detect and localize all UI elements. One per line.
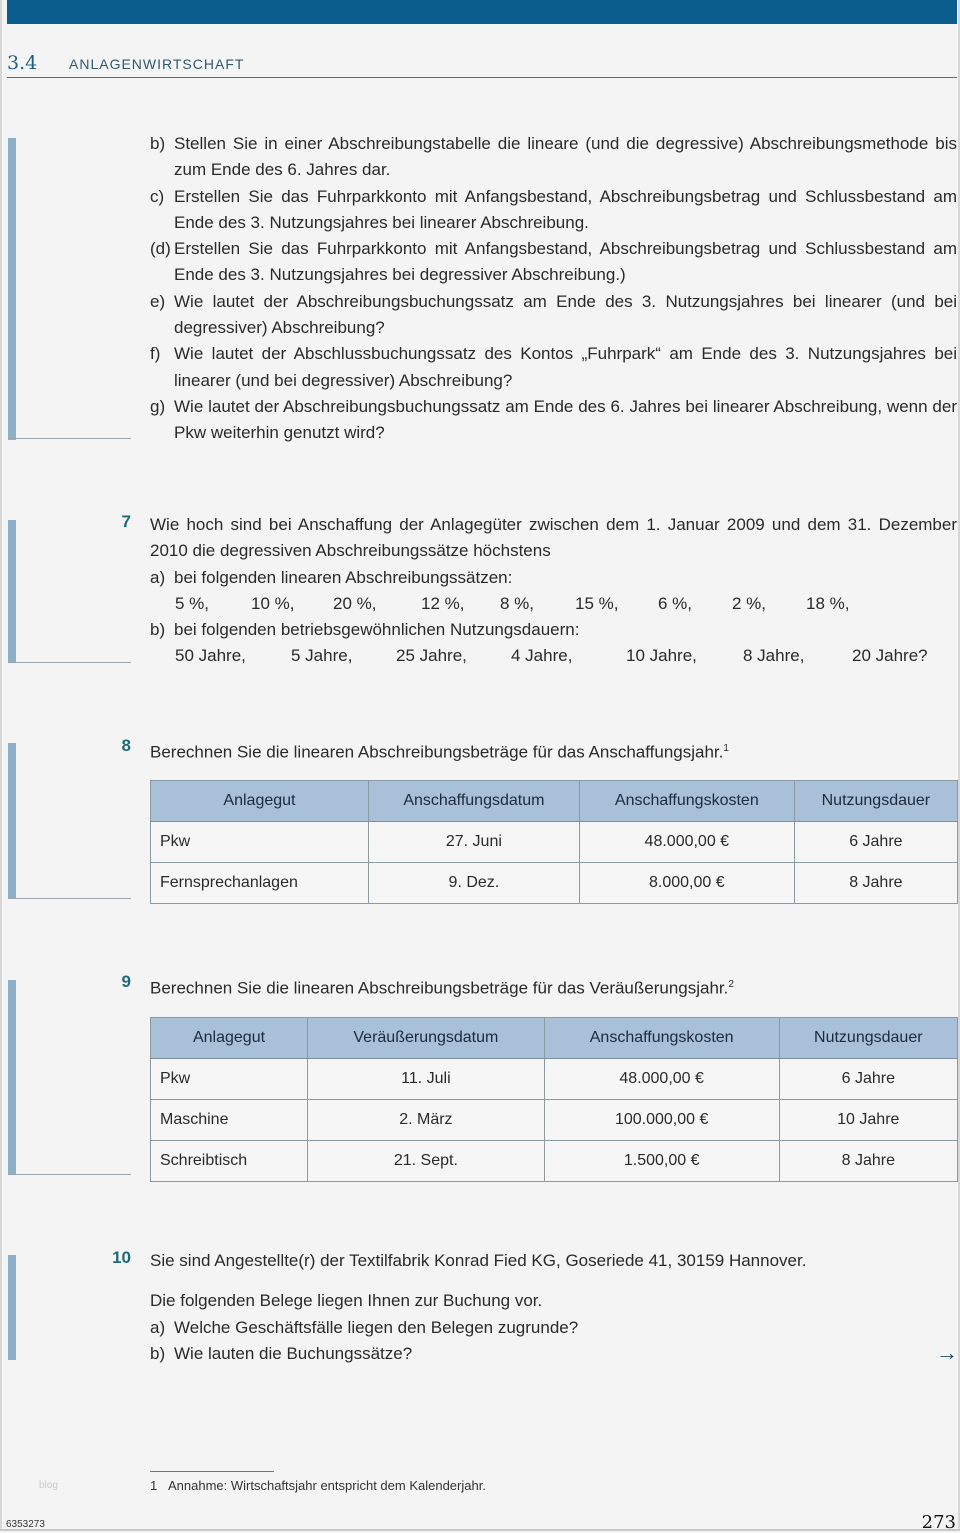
header-band bbox=[7, 0, 957, 24]
exercise-marker-rule bbox=[8, 438, 131, 439]
table-cell: 9. Dez. bbox=[368, 863, 579, 904]
list-item bbox=[150, 289, 957, 342]
table-cell: 8 Jahre bbox=[794, 863, 957, 904]
list-item bbox=[150, 184, 957, 237]
table-row bbox=[151, 1141, 958, 1182]
exercise-marker-bar bbox=[8, 1255, 16, 1360]
rate-value: 18 %, bbox=[806, 593, 850, 613]
exercise-marker-rule bbox=[8, 662, 131, 663]
exercise-marker-bar bbox=[8, 520, 16, 662]
exercise-number: 7 bbox=[121, 512, 131, 531]
exercise-intro: Sie sind Angestellte(r) der Textilfabrik Konrad Fied KG, Goseriede 41, 30159 Hannover. bbox=[150, 1251, 807, 1270]
duration-value: 8 Jahre, bbox=[743, 646, 805, 666]
rate-value: 10 %, bbox=[251, 593, 295, 613]
list-item bbox=[150, 131, 957, 184]
footnote-rule bbox=[150, 1471, 274, 1472]
list-item bbox=[150, 394, 957, 447]
table-cell: 21. Sept. bbox=[308, 1141, 545, 1182]
item-text: Wie lautet der Abschlussbuchungssatz des Kontos „Fuhrpark“ am Ende des 3. Nutzungsjahres bei linearer (und bei degressiver) Abschreibung? bbox=[174, 344, 957, 390]
column-header: Anlagegut bbox=[151, 781, 369, 822]
list-item bbox=[150, 236, 957, 289]
section-title: ANLAGENWIRTSCHAFT bbox=[69, 56, 245, 72]
item-label: b) bbox=[150, 1343, 166, 1363]
header-rule bbox=[7, 77, 957, 78]
column-header: Nutzungsdauer bbox=[794, 781, 957, 822]
exercise-number: 8 bbox=[121, 736, 131, 755]
item-label: g) bbox=[150, 396, 166, 416]
item-text: Erstellen Sie das Fuhrparkkonto mit Anfangsbestand, Abschreibungsbetrag und Schlussbestand am Ende des 3. Nutzungsjahres bei linearer Abschreibung. bbox=[174, 186, 957, 232]
duration-value: 20 Jahre? bbox=[852, 646, 928, 666]
footnote-text: Annahme: Wirtschaftsjahr entspricht dem Kalenderjahr. bbox=[168, 1478, 486, 1493]
item-text: Stellen Sie in einer Abschreibungstabelle die lineare (und die degressive) Abschreibungsmethode bis zum Ende des 6. Jahres dar. bbox=[174, 134, 957, 180]
item-label: a) bbox=[150, 1317, 166, 1337]
item-label: f) bbox=[150, 344, 161, 364]
table-cell: 10 Jahre bbox=[779, 1100, 957, 1141]
exercise-9-text bbox=[150, 972, 957, 1002]
duration-value: 50 Jahre, bbox=[175, 646, 246, 666]
rate-value: 8 %, bbox=[500, 593, 535, 613]
arrow-right-icon: → bbox=[936, 1340, 958, 1365]
rate-value: 2 %, bbox=[732, 593, 767, 613]
list-item bbox=[150, 565, 957, 591]
section-number: 3.4 bbox=[7, 52, 38, 74]
footnote-ref: 2 bbox=[728, 979, 734, 990]
duration-value: 5 Jahre, bbox=[291, 646, 353, 666]
footnote-number: 1 bbox=[150, 1478, 158, 1493]
table-row bbox=[151, 1100, 958, 1141]
rate-value: 20 %, bbox=[333, 593, 377, 613]
table-cell: 1.500,00 € bbox=[544, 1141, 779, 1182]
table-header-row bbox=[151, 1018, 958, 1059]
exercise-marker-bar bbox=[8, 138, 16, 440]
durations-row bbox=[150, 643, 957, 669]
list-item bbox=[150, 1341, 957, 1367]
exercise-8-text bbox=[150, 736, 957, 766]
list-item bbox=[150, 1315, 957, 1341]
page-number: 273 bbox=[921, 1512, 956, 1533]
exercise-lead: Die folgenden Belege liegen Ihnen zur Buchung vor. bbox=[150, 1291, 543, 1311]
rate-value: 12 %, bbox=[421, 593, 465, 613]
item-label: e) bbox=[150, 291, 166, 311]
exercise-10-body bbox=[150, 1248, 957, 1367]
table-cell: Schreibtisch bbox=[151, 1141, 308, 1182]
rates-row bbox=[150, 591, 957, 617]
table-header-row bbox=[151, 781, 958, 822]
exercise-marker-bar bbox=[8, 980, 16, 1175]
watermark: blog bbox=[39, 1480, 58, 1491]
table-cell: Fernsprechanlagen bbox=[151, 863, 369, 904]
list-item bbox=[150, 617, 957, 643]
item-text: Wie lauten die Buchungssätze? bbox=[174, 1343, 413, 1363]
table-row bbox=[151, 863, 958, 904]
item-label: (d) bbox=[150, 239, 171, 259]
acquisition-table bbox=[150, 780, 958, 904]
duration-value: 25 Jahre, bbox=[396, 646, 467, 666]
column-header: Nutzungsdauer bbox=[779, 1018, 957, 1059]
rate-value: 5 %, bbox=[175, 593, 210, 613]
table-cell: 8 Jahre bbox=[779, 1141, 957, 1182]
table-cell: 2. März bbox=[308, 1100, 545, 1141]
exercise-marker-rule bbox=[8, 1174, 131, 1175]
exercise-text: Berechnen Sie die linearen Abschreibungsbeträge für das Veräußerungsjahr. bbox=[150, 978, 729, 998]
table-cell: 6 Jahre bbox=[779, 1059, 957, 1100]
table-cell: 48.000,00 € bbox=[544, 1059, 779, 1100]
column-header: Veräußerungsdatum bbox=[308, 1018, 545, 1059]
column-header: Anlagegut bbox=[151, 1018, 308, 1059]
exercise-text: Berechnen Sie die linearen Abschreibungsbeträge für das Anschaffungsjahr. bbox=[150, 742, 724, 762]
table-cell: 100.000,00 € bbox=[544, 1100, 779, 1141]
item-text: bei folgenden linearen Abschreibungssätzen: bbox=[174, 567, 513, 587]
exercise-7-body bbox=[150, 512, 957, 670]
rate-value: 15 %, bbox=[575, 593, 619, 613]
table-cell: 8.000,00 € bbox=[579, 863, 794, 904]
exercise-marker-bar bbox=[8, 743, 16, 899]
table-cell: 27. Juni bbox=[368, 822, 579, 863]
table-row bbox=[151, 822, 958, 863]
disposal-table bbox=[150, 1017, 958, 1182]
footnote bbox=[150, 1478, 486, 1493]
duration-value: 10 Jahre, bbox=[626, 646, 697, 666]
exercise-number: 10 bbox=[112, 1248, 131, 1267]
table-cell: Pkw bbox=[151, 822, 369, 863]
column-header: Anschaffungskosten bbox=[544, 1018, 779, 1059]
table-cell: Pkw bbox=[151, 1059, 308, 1100]
page-border-left bbox=[0, 0, 2, 1531]
exercise-marker-rule bbox=[8, 898, 131, 899]
table-cell: 6 Jahre bbox=[794, 822, 957, 863]
footnote-ref: 1 bbox=[723, 743, 729, 754]
table-row bbox=[151, 1059, 958, 1100]
item-text: bei folgenden betriebsgewöhnlichen Nutzungsdauern: bbox=[174, 620, 580, 640]
table-cell: 48.000,00 € bbox=[579, 822, 794, 863]
item-text: Wie lautet der Abschreibungsbuchungssatz am Ende des 3. Nutzungsjahres bei linearer (und bei degressiver) Abschreibung? bbox=[174, 291, 957, 338]
rate-value: 6 %, bbox=[658, 593, 693, 613]
item-text: Erstellen Sie das Fuhrparkkonto mit Anfangsbestand, Abschreibungsbetrag und Schlussbestand am Ende des 3. Nutzungsjahres bei degressiver Abschreibung.) bbox=[174, 239, 957, 285]
list-item bbox=[150, 341, 957, 394]
exercise-number: 9 bbox=[121, 972, 131, 991]
column-header: Anschaffungsdatum bbox=[368, 781, 579, 822]
item-label: a) bbox=[150, 567, 166, 587]
column-header: Anschaffungskosten bbox=[579, 781, 794, 822]
page-code: 6353273 bbox=[6, 1519, 45, 1530]
table-cell: 11. Juli bbox=[308, 1059, 545, 1100]
exercise-intro: Wie hoch sind bei Anschaffung der Anlagegüter zwischen dem 1. Januar 2009 und dem 31. Dezember 2010 die degressiven Abschreibungssätze höchstens bbox=[150, 515, 957, 561]
item-label: b) bbox=[150, 620, 166, 640]
duration-value: 4 Jahre, bbox=[511, 646, 573, 666]
item-label: b) bbox=[150, 134, 166, 153]
item-text: Welche Geschäftsfälle liegen den Belegen zugrunde? bbox=[174, 1317, 579, 1337]
item-label: c) bbox=[150, 186, 165, 206]
exercise-6-items bbox=[150, 131, 957, 447]
item-text: Wie lautet der Abschreibungsbuchungssatz am Ende des 6. Jahres bei linearer Abschreibung, wenn der Pkw weiterhin genutzt wird? bbox=[174, 396, 957, 443]
table-cell: Maschine bbox=[151, 1100, 308, 1141]
